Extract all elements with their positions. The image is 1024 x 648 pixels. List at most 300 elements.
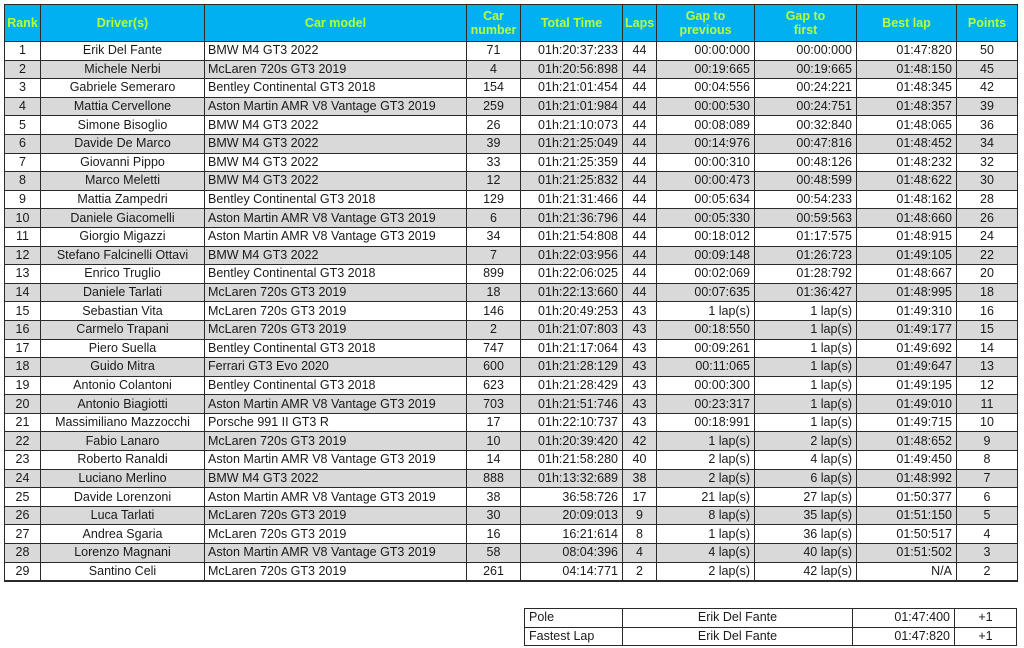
car-number-cell: 261 (467, 562, 521, 581)
car-model-cell: Aston Martin AMR V8 Vantage GT3 2019 (205, 488, 467, 507)
best-lap-cell: 01:48:452 (857, 134, 957, 153)
points-cell: 30 (957, 172, 1018, 191)
laps-cell: 44 (623, 42, 657, 61)
car-model-cell: Bentley Continental GT3 2018 (205, 339, 467, 358)
laps-cell: 44 (623, 227, 657, 246)
best-lap-cell: 01:48:667 (857, 265, 957, 284)
best-lap-cell: 01:51:502 (857, 544, 957, 563)
points-cell: 20 (957, 265, 1018, 284)
total-time-cell: 01h:22:06:025 (521, 265, 623, 284)
gap-previous-cell: 00:00:310 (657, 153, 755, 172)
total-time-cell: 16:21:614 (521, 525, 623, 544)
driver-cell: Antonio Biagiotti (41, 395, 205, 414)
laps-cell: 44 (623, 79, 657, 98)
gap-first-cell: 01:28:792 (755, 265, 857, 284)
points-cell: 3 (957, 544, 1018, 563)
bonus-time-cell: 01:47:400 (853, 609, 955, 628)
header-gap-first (755, 5, 857, 42)
car-number-cell: 16 (467, 525, 521, 544)
driver-cell: Daniele Giacomelli (41, 209, 205, 228)
car-model-cell: Aston Martin AMR V8 Vantage GT3 2019 (205, 227, 467, 246)
car-model-cell: Aston Martin AMR V8 Vantage GT3 2019 (205, 97, 467, 116)
car-model-cell: McLaren 720s GT3 2019 (205, 525, 467, 544)
laps-cell: 9 (623, 506, 657, 525)
header-rank: Rank (5, 5, 41, 42)
car-number-cell: 7 (467, 246, 521, 265)
table-row (5, 469, 1018, 488)
table-row (5, 246, 1018, 265)
gap-first-cell: 01:17:575 (755, 227, 857, 246)
table-row (5, 134, 1018, 153)
total-time-cell: 20:09:013 (521, 506, 623, 525)
laps-cell: 2 (623, 562, 657, 581)
gap-first-cell: 35 lap(s) (755, 506, 857, 525)
car-model-cell: Bentley Continental GT3 2018 (205, 265, 467, 284)
results-body (5, 42, 1018, 582)
gap-first-cell: 1 lap(s) (755, 395, 857, 414)
car-model-cell: Ferrari GT3 Evo 2020 (205, 358, 467, 377)
gap-first-cell: 1 lap(s) (755, 413, 857, 432)
table-row (5, 79, 1018, 98)
best-lap-cell: 01:48:357 (857, 97, 957, 116)
total-time-cell: 01h:20:37:233 (521, 42, 623, 61)
best-lap-cell: 01:49:177 (857, 320, 957, 339)
rank-cell: 28 (5, 544, 41, 563)
rank-cell: 11 (5, 227, 41, 246)
car-number-cell: 18 (467, 283, 521, 302)
best-lap-cell: 01:48:232 (857, 153, 957, 172)
total-time-cell: 01h:21:01:984 (521, 97, 623, 116)
table-row (5, 320, 1018, 339)
laps-cell: 44 (623, 153, 657, 172)
car-model-cell: BMW M4 GT3 2022 (205, 469, 467, 488)
best-lap-cell: 01:48:622 (857, 172, 957, 191)
best-lap-cell: 01:49:010 (857, 395, 957, 414)
total-time-cell: 01h:21:07:803 (521, 320, 623, 339)
car-number-cell: 129 (467, 190, 521, 209)
header-points: Points (957, 5, 1018, 42)
laps-cell: 44 (623, 283, 657, 302)
bonus-driver-cell: Erik Del Fante (623, 627, 853, 646)
laps-cell: 17 (623, 488, 657, 507)
table-row (5, 544, 1018, 563)
gap-first-cell: 1 lap(s) (755, 320, 857, 339)
best-lap-cell: 01:49:195 (857, 376, 957, 395)
laps-cell: 43 (623, 413, 657, 432)
points-cell: 16 (957, 302, 1018, 321)
table-row (5, 190, 1018, 209)
total-time-cell: 01h:21:01:454 (521, 79, 623, 98)
car-number-cell: 39 (467, 134, 521, 153)
driver-cell: Fabio Lanaro (41, 432, 205, 451)
car-model-cell: Bentley Continental GT3 2018 (205, 376, 467, 395)
best-lap-cell: 01:49:692 (857, 339, 957, 358)
gap-first-cell: 1 lap(s) (755, 358, 857, 377)
car-model-cell: Aston Martin AMR V8 Vantage GT3 2019 (205, 395, 467, 414)
gap-first-cell: 00:47:816 (755, 134, 857, 153)
driver-cell: Mattia Zampedri (41, 190, 205, 209)
car-model-cell: Aston Martin AMR V8 Vantage GT3 2019 (205, 451, 467, 470)
driver-cell: Michele Nerbi (41, 60, 205, 79)
driver-cell: Davide Lorenzoni (41, 488, 205, 507)
car-model-cell: BMW M4 GT3 2022 (205, 153, 467, 172)
car-number-cell: 17 (467, 413, 521, 432)
points-cell: 5 (957, 506, 1018, 525)
best-lap-cell: 01:48:992 (857, 469, 957, 488)
gap-previous-cell: 00:00:530 (657, 97, 755, 116)
driver-cell: Lorenzo Magnani (41, 544, 205, 563)
bonus-points-cell: +1 (955, 609, 1017, 628)
points-cell: 42 (957, 79, 1018, 98)
table-row (5, 488, 1018, 507)
car-model-cell: BMW M4 GT3 2022 (205, 246, 467, 265)
car-number-cell: 12 (467, 172, 521, 191)
total-time-cell: 01h:21:25:049 (521, 134, 623, 153)
driver-cell: Andrea Sgaria (41, 525, 205, 544)
gap-previous-cell: 00:09:148 (657, 246, 755, 265)
driver-cell: Antonio Colantoni (41, 376, 205, 395)
points-cell: 8 (957, 451, 1018, 470)
points-cell: 2 (957, 562, 1018, 581)
header-gap-previous (657, 5, 755, 42)
bonus-points-table (524, 608, 1017, 646)
best-lap-cell: 01:49:105 (857, 246, 957, 265)
points-cell: 4 (957, 525, 1018, 544)
total-time-cell: 01h:21:36:796 (521, 209, 623, 228)
table-row (5, 395, 1018, 414)
points-cell: 7 (957, 469, 1018, 488)
car-model-cell: Bentley Continental GT3 2018 (205, 79, 467, 98)
car-number-cell: 30 (467, 506, 521, 525)
laps-cell: 43 (623, 320, 657, 339)
table-row (5, 562, 1018, 581)
points-cell: 6 (957, 488, 1018, 507)
car-model-cell: McLaren 720s GT3 2019 (205, 283, 467, 302)
gap-previous-cell: 2 lap(s) (657, 451, 755, 470)
rank-cell: 18 (5, 358, 41, 377)
car-number-cell: 38 (467, 488, 521, 507)
car-number-cell: 747 (467, 339, 521, 358)
table-row (5, 525, 1018, 544)
table-row (5, 283, 1018, 302)
rank-cell: 12 (5, 246, 41, 265)
points-cell: 26 (957, 209, 1018, 228)
driver-cell: Erik Del Fante (41, 42, 205, 61)
laps-cell: 44 (623, 246, 657, 265)
gap-previous-cell: 8 lap(s) (657, 506, 755, 525)
rank-cell: 22 (5, 432, 41, 451)
car-number-cell: 34 (467, 227, 521, 246)
car-number-cell: 146 (467, 302, 521, 321)
gap-first-cell: 4 lap(s) (755, 451, 857, 470)
points-cell: 12 (957, 376, 1018, 395)
best-lap-cell: 01:47:820 (857, 42, 957, 61)
total-time-cell: 01h:21:25:832 (521, 172, 623, 191)
laps-cell: 43 (623, 395, 657, 414)
gap-previous-cell: 1 lap(s) (657, 432, 755, 451)
rank-cell: 13 (5, 265, 41, 284)
rank-cell: 27 (5, 525, 41, 544)
total-time-cell: 01h:20:49:253 (521, 302, 623, 321)
table-row (5, 451, 1018, 470)
header-gap-first-line1: Gap to (785, 9, 826, 23)
total-time-cell: 04:14:771 (521, 562, 623, 581)
best-lap-cell: 01:49:715 (857, 413, 957, 432)
laps-cell: 43 (623, 302, 657, 321)
total-time-cell: 01h:21:28:129 (521, 358, 623, 377)
car-model-cell: McLaren 720s GT3 2019 (205, 562, 467, 581)
points-cell: 22 (957, 246, 1018, 265)
driver-cell: Stefano Falcinelli Ottavi (41, 246, 205, 265)
car-number-cell: 33 (467, 153, 521, 172)
best-lap-cell: 01:48:652 (857, 432, 957, 451)
gap-first-cell: 1 lap(s) (755, 339, 857, 358)
rank-cell: 15 (5, 302, 41, 321)
driver-cell: Daniele Tarlati (41, 283, 205, 302)
laps-cell: 44 (623, 265, 657, 284)
gap-first-cell: 00:48:126 (755, 153, 857, 172)
driver-cell: Carmelo Trapani (41, 320, 205, 339)
rank-cell: 21 (5, 413, 41, 432)
total-time-cell: 01h:21:54:808 (521, 227, 623, 246)
table-row (5, 116, 1018, 135)
car-number-cell: 71 (467, 42, 521, 61)
total-time-cell: 01h:22:10:737 (521, 413, 623, 432)
car-number-cell: 623 (467, 376, 521, 395)
laps-cell: 44 (623, 134, 657, 153)
laps-cell: 43 (623, 376, 657, 395)
gap-previous-cell: 00:11:065 (657, 358, 755, 377)
table-row (5, 358, 1018, 377)
best-lap-cell: 01:51:150 (857, 506, 957, 525)
laps-cell: 44 (623, 97, 657, 116)
gap-previous-cell: 4 lap(s) (657, 544, 755, 563)
total-time-cell: 01h:21:10:073 (521, 116, 623, 135)
rank-cell: 16 (5, 320, 41, 339)
best-lap-cell: 01:49:310 (857, 302, 957, 321)
car-number-cell: 899 (467, 265, 521, 284)
points-cell: 24 (957, 227, 1018, 246)
table-row (5, 302, 1018, 321)
gap-previous-cell: 00:08:089 (657, 116, 755, 135)
car-number-cell: 2 (467, 320, 521, 339)
header-car-number (467, 5, 521, 42)
table-row (5, 209, 1018, 228)
gap-previous-cell: 21 lap(s) (657, 488, 755, 507)
driver-cell: Santino Celi (41, 562, 205, 581)
laps-cell: 43 (623, 358, 657, 377)
car-number-cell: 888 (467, 469, 521, 488)
rank-cell: 7 (5, 153, 41, 172)
car-number-cell: 58 (467, 544, 521, 563)
car-model-cell: McLaren 720s GT3 2019 (205, 320, 467, 339)
gap-first-cell: 00:48:599 (755, 172, 857, 191)
driver-cell: Piero Suella (41, 339, 205, 358)
total-time-cell: 08:04:396 (521, 544, 623, 563)
gap-first-cell: 27 lap(s) (755, 488, 857, 507)
driver-cell: Massimiliano Mazzocchi (41, 413, 205, 432)
table-row (5, 339, 1018, 358)
total-time-cell: 01h:20:39:420 (521, 432, 623, 451)
best-lap-cell: 01:50:377 (857, 488, 957, 507)
driver-cell: Luciano Merlino (41, 469, 205, 488)
car-model-cell: McLaren 720s GT3 2019 (205, 302, 467, 321)
driver-cell: Luca Tarlati (41, 506, 205, 525)
gap-previous-cell: 00:09:261 (657, 339, 755, 358)
header-car-number-line1: Car (483, 9, 504, 23)
table-row (5, 506, 1018, 525)
car-number-cell: 154 (467, 79, 521, 98)
laps-cell: 44 (623, 60, 657, 79)
rank-cell: 29 (5, 562, 41, 581)
driver-cell: Giovanni Pippo (41, 153, 205, 172)
best-lap-cell: 01:48:162 (857, 190, 957, 209)
gap-previous-cell: 00:18:550 (657, 320, 755, 339)
gap-previous-cell: 00:00:473 (657, 172, 755, 191)
driver-cell: Enrico Truglio (41, 265, 205, 284)
gap-previous-cell: 00:00:300 (657, 376, 755, 395)
best-lap-cell: 01:49:647 (857, 358, 957, 377)
gap-first-cell: 2 lap(s) (755, 432, 857, 451)
laps-cell: 44 (623, 172, 657, 191)
gap-previous-cell: 00:23:317 (657, 395, 755, 414)
rank-cell: 17 (5, 339, 41, 358)
gap-first-cell: 6 lap(s) (755, 469, 857, 488)
total-time-cell: 36:58:726 (521, 488, 623, 507)
rank-cell: 14 (5, 283, 41, 302)
laps-cell: 44 (623, 209, 657, 228)
laps-cell: 43 (623, 339, 657, 358)
total-time-cell: 01h:21:25:359 (521, 153, 623, 172)
gap-previous-cell: 00:04:556 (657, 79, 755, 98)
gap-previous-cell: 00:02:069 (657, 265, 755, 284)
gap-first-cell: 00:24:751 (755, 97, 857, 116)
total-time-cell: 01h:21:58:280 (521, 451, 623, 470)
gap-previous-cell: 2 lap(s) (657, 562, 755, 581)
rank-cell: 1 (5, 42, 41, 61)
best-lap-cell: 01:48:995 (857, 283, 957, 302)
header-laps: Laps (623, 5, 657, 42)
points-cell: 50 (957, 42, 1018, 61)
best-lap-cell: 01:49:450 (857, 451, 957, 470)
best-lap-cell: N/A (857, 562, 957, 581)
driver-cell: Guido Mitra (41, 358, 205, 377)
rank-cell: 23 (5, 451, 41, 470)
gap-previous-cell: 00:19:665 (657, 60, 755, 79)
gap-previous-cell: 00:18:012 (657, 227, 755, 246)
driver-cell: Roberto Ranaldi (41, 451, 205, 470)
car-model-cell: BMW M4 GT3 2022 (205, 116, 467, 135)
points-cell: 32 (957, 153, 1018, 172)
points-cell: 45 (957, 60, 1018, 79)
car-model-cell: BMW M4 GT3 2022 (205, 42, 467, 61)
points-cell: 15 (957, 320, 1018, 339)
car-model-cell: Porsche 991 II GT3 R (205, 413, 467, 432)
gap-previous-cell: 00:14:976 (657, 134, 755, 153)
bonus-row (525, 609, 1017, 628)
gap-previous-cell: 00:07:635 (657, 283, 755, 302)
rank-cell: 20 (5, 395, 41, 414)
bonus-label-cell: Fastest Lap (525, 627, 623, 646)
best-lap-cell: 01:50:517 (857, 525, 957, 544)
rank-cell: 2 (5, 60, 41, 79)
gap-first-cell: 00:00:000 (755, 42, 857, 61)
driver-cell: Gabriele Semeraro (41, 79, 205, 98)
driver-cell: Mattia Cervellone (41, 97, 205, 116)
points-cell: 34 (957, 134, 1018, 153)
car-model-cell: McLaren 720s GT3 2019 (205, 432, 467, 451)
rank-cell: 26 (5, 506, 41, 525)
car-model-cell: Aston Martin AMR V8 Vantage GT3 2019 (205, 209, 467, 228)
table-row (5, 413, 1018, 432)
car-number-cell: 6 (467, 209, 521, 228)
car-model-cell: Aston Martin AMR V8 Vantage GT3 2019 (205, 544, 467, 563)
driver-cell: Sebastian Vita (41, 302, 205, 321)
header-gap-previous-line2: previous (679, 23, 732, 37)
header-total-time: Total Time (521, 5, 623, 42)
car-number-cell: 600 (467, 358, 521, 377)
table-row (5, 265, 1018, 284)
points-cell: 14 (957, 339, 1018, 358)
gap-first-cell: 1 lap(s) (755, 302, 857, 321)
gap-first-cell: 42 lap(s) (755, 562, 857, 581)
total-time-cell: 01h:22:03:956 (521, 246, 623, 265)
points-cell: 36 (957, 116, 1018, 135)
points-cell: 11 (957, 395, 1018, 414)
best-lap-cell: 01:48:915 (857, 227, 957, 246)
driver-cell: Giorgio Migazzi (41, 227, 205, 246)
total-time-cell: 01h:21:28:429 (521, 376, 623, 395)
gap-previous-cell: 00:05:330 (657, 209, 755, 228)
bonus-time-cell: 01:47:820 (853, 627, 955, 646)
car-number-cell: 10 (467, 432, 521, 451)
best-lap-cell: 01:48:345 (857, 79, 957, 98)
race-results-table (4, 4, 1018, 582)
laps-cell: 8 (623, 525, 657, 544)
table-row (5, 153, 1018, 172)
total-time-cell: 01h:13:32:689 (521, 469, 623, 488)
gap-first-cell: 00:24:221 (755, 79, 857, 98)
total-time-cell: 01h:21:17:064 (521, 339, 623, 358)
points-cell: 39 (957, 97, 1018, 116)
driver-cell: Marco Meletti (41, 172, 205, 191)
total-time-cell: 01h:20:56:898 (521, 60, 623, 79)
points-cell: 18 (957, 283, 1018, 302)
header-car-model: Car model (205, 5, 467, 42)
gap-previous-cell: 1 lap(s) (657, 525, 755, 544)
bonus-driver-cell: Erik Del Fante (623, 609, 853, 628)
gap-previous-cell: 2 lap(s) (657, 469, 755, 488)
bonus-points-cell: +1 (955, 627, 1017, 646)
rank-cell: 6 (5, 134, 41, 153)
gap-previous-cell: 00:05:634 (657, 190, 755, 209)
driver-cell: Simone Bisoglio (41, 116, 205, 135)
rank-cell: 3 (5, 79, 41, 98)
gap-first-cell: 40 lap(s) (755, 544, 857, 563)
car-model-cell: BMW M4 GT3 2022 (205, 172, 467, 191)
gap-first-cell: 01:36:427 (755, 283, 857, 302)
gap-previous-cell: 1 lap(s) (657, 302, 755, 321)
laps-cell: 42 (623, 432, 657, 451)
table-row (5, 42, 1018, 61)
points-cell: 10 (957, 413, 1018, 432)
rank-cell: 24 (5, 469, 41, 488)
laps-cell: 44 (623, 116, 657, 135)
rank-cell: 10 (5, 209, 41, 228)
gap-first-cell: 00:19:665 (755, 60, 857, 79)
points-cell: 9 (957, 432, 1018, 451)
gap-first-cell: 1 lap(s) (755, 376, 857, 395)
